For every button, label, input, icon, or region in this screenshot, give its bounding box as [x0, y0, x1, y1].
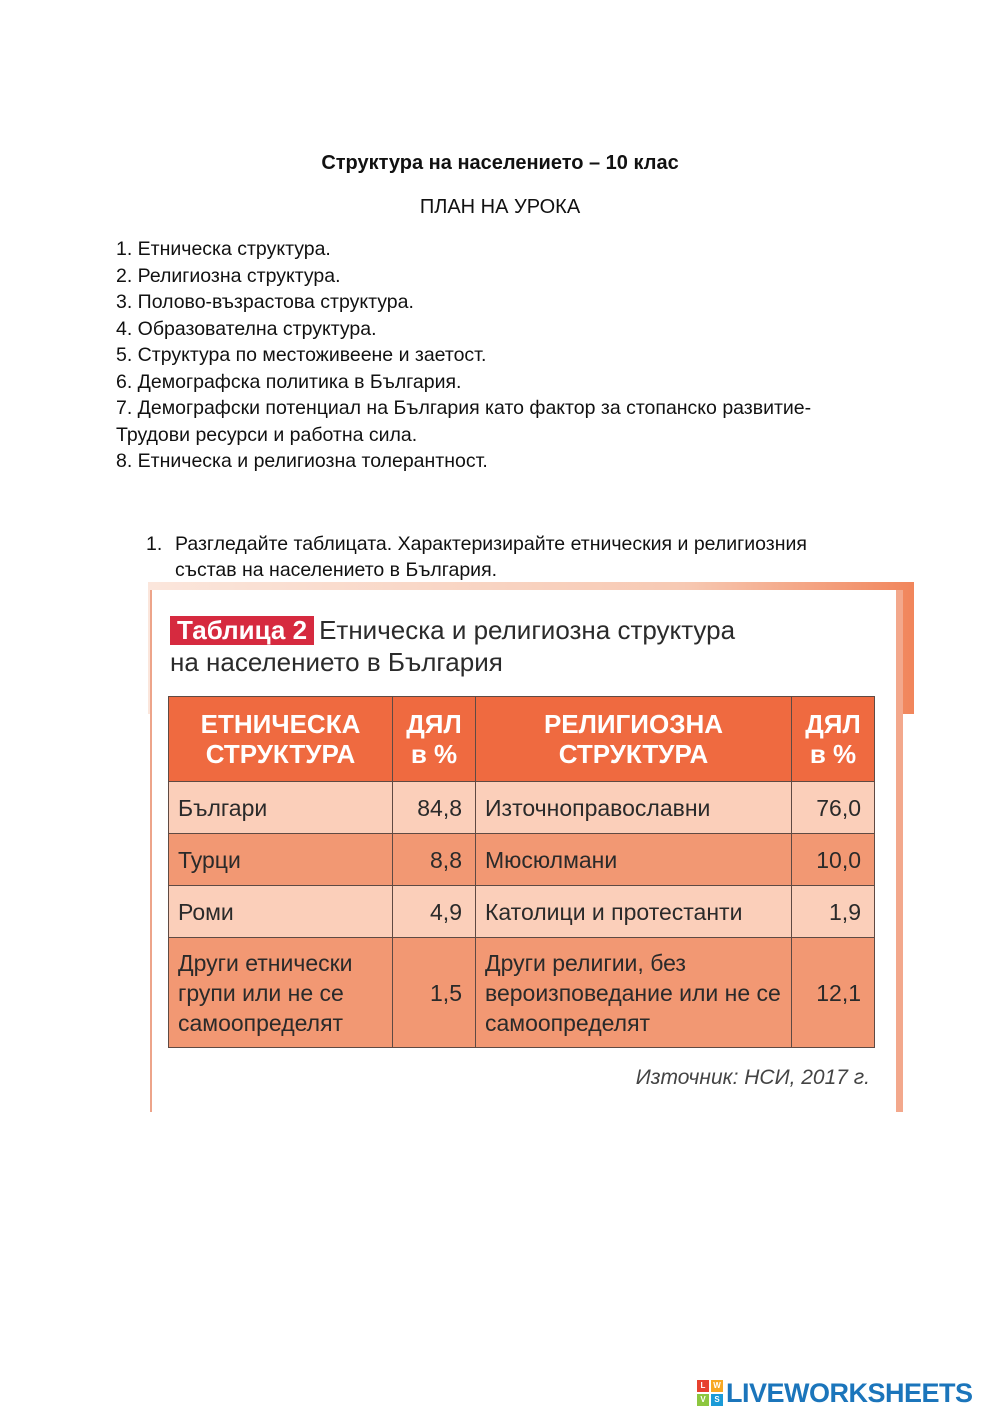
logo-text: LIVEWORKSHEETS	[726, 1377, 973, 1408]
header-ethnic: ЕТНИЧЕСКА СТРУКТУРА	[169, 697, 393, 782]
page-title: Структура на населението – 10 клас	[321, 152, 679, 174]
figure-edge	[896, 590, 903, 1112]
cell-religious-share: 12,1	[792, 938, 875, 1048]
liveworksheets-logo[interactable]	[697, 1376, 973, 1410]
cell-religious: Други религии, без вероизповедание или не се самоопределят	[476, 938, 792, 1048]
task-text: Разгледайте таблицата. Характеризирайте етническия и религиозния състав на населението в България.	[175, 533, 807, 581]
table-row	[169, 834, 875, 886]
cell-ethnic-share: 1,5	[393, 938, 476, 1048]
cell-religious: Мюсюлмани	[476, 834, 792, 886]
cell-religious-share: 76,0	[792, 782, 875, 834]
plan-item: 1. Етническа структура.	[116, 238, 331, 260]
cell-ethnic-share: 4,9	[393, 886, 476, 938]
cell-religious-share: 1,9	[792, 886, 875, 938]
cell-religious-share: 10,0	[792, 834, 875, 886]
table-caption	[170, 614, 890, 678]
logo-letter: W	[711, 1380, 723, 1392]
header-religious-share: ДЯЛ в %	[792, 697, 875, 782]
caption-line-2: на населението в България	[170, 647, 503, 677]
table-row	[169, 938, 875, 1048]
task-1	[146, 531, 846, 583]
plan-item: 5. Структура по местоживеене и заетост.	[116, 344, 487, 366]
plan-item: 8. Етническа и религиозна толерантност.	[116, 450, 488, 472]
cell-ethnic-share: 8,8	[393, 834, 476, 886]
table-row	[169, 782, 875, 834]
table-badge: Таблица 2	[170, 616, 314, 645]
plan-item: 4. Образователна структура.	[116, 317, 377, 340]
lesson-plan-list	[116, 236, 876, 475]
logo-letter: V	[697, 1394, 709, 1406]
header-religious: РЕЛИГИОЗНА СТРУКТУРА	[476, 697, 792, 782]
cell-ethnic: Българи	[169, 782, 393, 834]
table-source: Източник: НСИ, 2017 г.	[635, 1066, 870, 1089]
caption-line-1: Етническа и религиозна структура	[319, 615, 736, 645]
table-header-row	[169, 697, 875, 782]
structure-table	[168, 696, 875, 1048]
task-number: 1.	[146, 533, 163, 555]
cell-ethnic: Роми	[169, 886, 393, 938]
logo-icon	[697, 1380, 723, 1406]
lesson-plan-heading: ПЛАН НА УРОКА	[419, 196, 581, 218]
cell-religious: Католици и протестанти	[476, 886, 792, 938]
logo-letter: S	[711, 1394, 723, 1406]
cell-ethnic: Други етнически групи или не се самоопределят	[169, 938, 393, 1048]
plan-item: 6. Демографска политика в България.	[116, 370, 462, 393]
cell-ethnic-share: 84,8	[393, 782, 476, 834]
plan-item: 3. Полово-възрастова структура.	[116, 291, 414, 313]
header-ethnic-share: ДЯЛ в %	[393, 697, 476, 782]
logo-letter: L	[697, 1380, 709, 1392]
cell-religious: Източноправославни	[476, 782, 792, 834]
plan-item: 2. Религиозна структура.	[116, 264, 341, 287]
plan-item: 7. Демографски потенциал на България като фактор за стопанско развитие- Трудови ресурси и работна сила.	[116, 397, 812, 446]
cell-ethnic: Турци	[169, 834, 393, 886]
table-row	[169, 886, 875, 938]
